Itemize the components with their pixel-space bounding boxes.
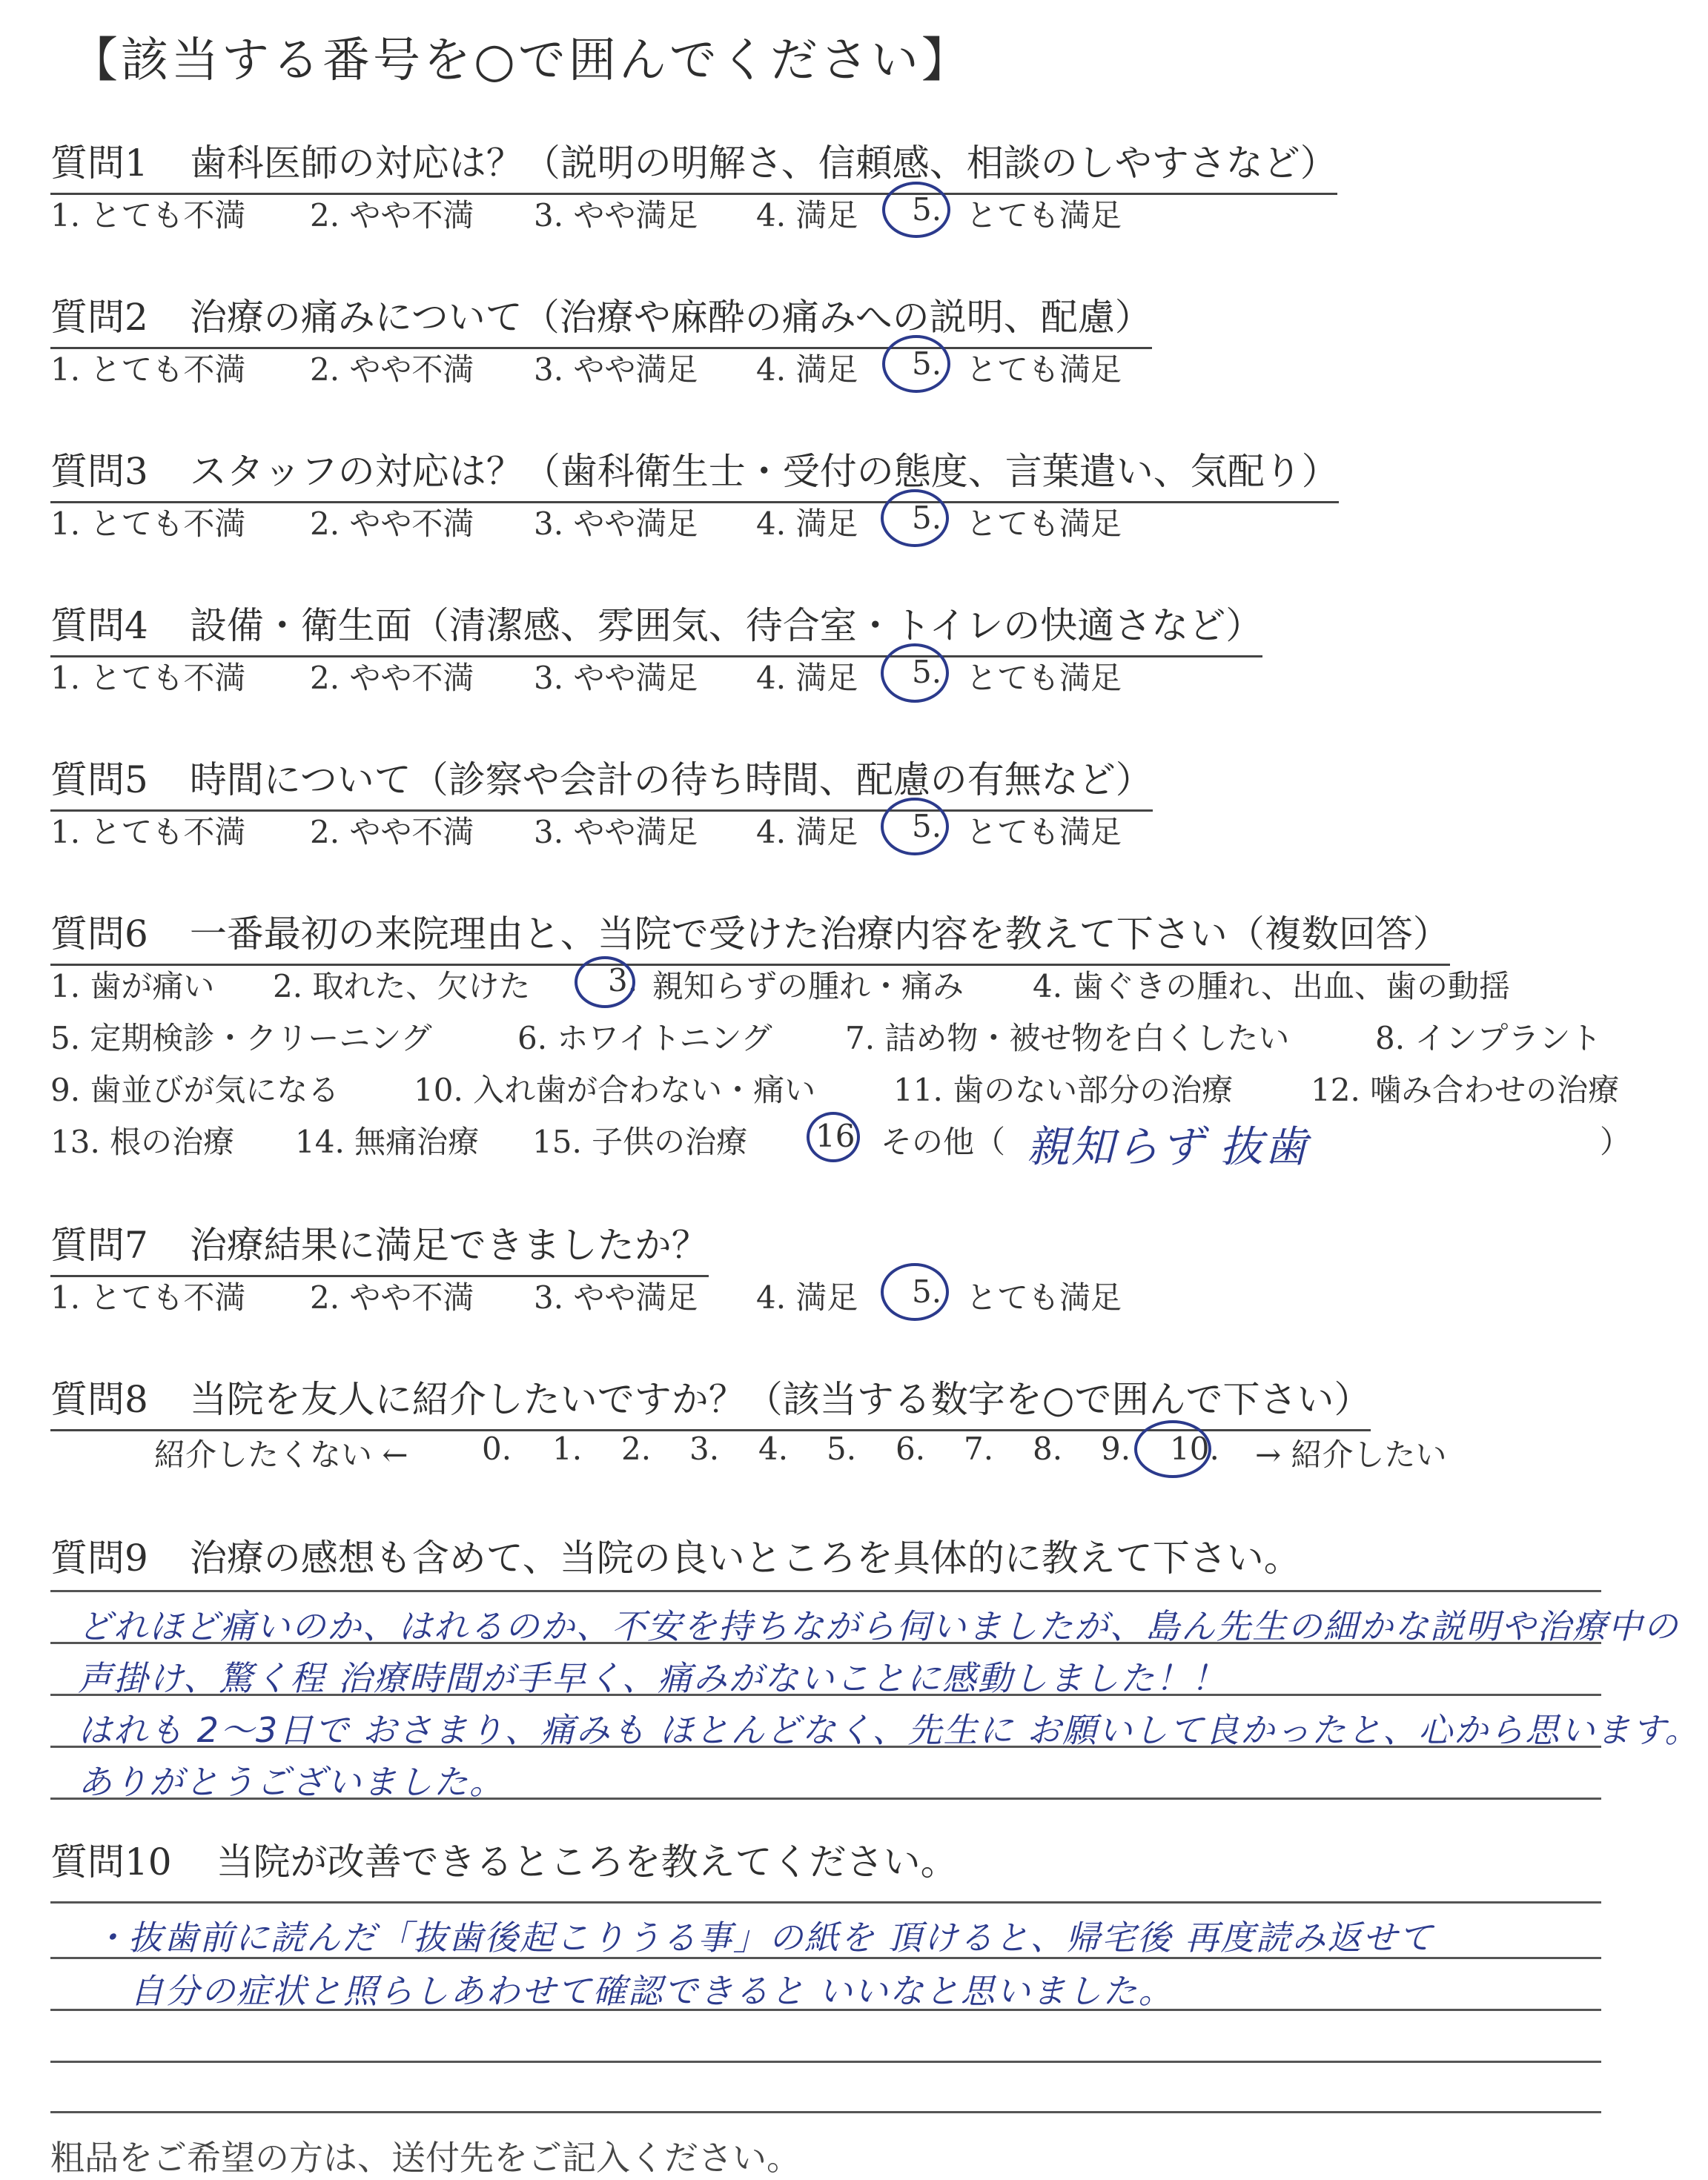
q3-options (50, 500, 1237, 544)
q5-title (50, 750, 1153, 812)
q4-text: 設備・衛生面（清潔感、雰囲気、待合室・トイレの快適さなど） (189, 604, 1263, 647)
q10-number: 質問10 (50, 1841, 172, 1884)
q5-option-5-label: とても満足 (966, 814, 1122, 850)
q1-option-4[interactable]: 4. 満足 (756, 197, 858, 233)
q1-title (50, 133, 1337, 195)
q4-option-4[interactable]: 4. 満足 (756, 660, 858, 696)
q2-option-1[interactable]: 1. とても不満 (50, 351, 246, 388)
q1-option-5[interactable]: 5. (912, 191, 942, 228)
q6-option-10[interactable]: 10. 入れ歯が合わない・痛い (414, 1072, 816, 1108)
q9-line-1 (50, 1590, 1601, 1592)
q4-option-5[interactable]: 5. (912, 654, 942, 690)
q8-option-6[interactable]: 6. (896, 1431, 926, 1467)
q5-option-5[interactable]: 5. (912, 808, 942, 844)
q6-option-8[interactable]: 8. インプラント (1375, 1020, 1602, 1056)
q6-row-1 (50, 962, 1644, 1007)
q8-option-10[interactable]: 10. (1170, 1431, 1219, 1467)
q2-option-3[interactable]: 3. やや満足 (534, 351, 698, 388)
q5-option-2[interactable]: 2. やや不満 (310, 814, 474, 850)
q10-line-5 (50, 2111, 1601, 2113)
q7-option-4[interactable]: 4. 満足 (756, 1279, 858, 1316)
q6-title (50, 904, 1450, 966)
q6-option-3-label: 親知らずの腫れ・痛み (652, 968, 964, 1004)
q4-answer-circle (881, 643, 949, 703)
q8-answer-circle (1134, 1420, 1211, 1478)
q8-option-4[interactable]: 4. (758, 1431, 789, 1467)
q10-answer-line-2[interactable]: 自分の症状と照らしあわせて確認できると いいなと思いました。 (130, 1971, 1174, 2011)
q8-left-label: 紹介したくない ← (154, 1437, 408, 1473)
q2-options (50, 345, 1237, 390)
q4-number: 質問4 (50, 604, 148, 647)
q8-option-8[interactable]: 8. (1033, 1431, 1063, 1467)
q6-answer-circle-3 (575, 956, 635, 1008)
q7-text: 治療結果に満足できましたか？ (189, 1224, 709, 1267)
q10-text: 当院が改善できるところを教えてください。 (216, 1841, 958, 1884)
q6-option-13[interactable]: 13. 根の治療 (50, 1124, 235, 1160)
q8-option-0[interactable]: 0. (482, 1431, 512, 1467)
q9-answer-line-1[interactable]: どれほど痛いのか、はれるのか、不安を持ちながら伺いましたが、島ん先生の細かな説明や治療中の (78, 1606, 1679, 1646)
q3-answer-circle (881, 489, 949, 547)
q7-option-2[interactable]: 2. やや不満 (310, 1279, 474, 1316)
q7-option-3[interactable]: 3. やや満足 (534, 1279, 698, 1316)
q6-option-7[interactable]: 7. 詰め物・被せ物を白くしたい (845, 1020, 1290, 1056)
q5-answer-circle (881, 798, 949, 855)
q7-title (50, 1216, 709, 1277)
q4-option-3[interactable]: 3. やや満足 (534, 660, 698, 696)
q6-option-14[interactable]: 14. 無痛治療 (295, 1124, 480, 1160)
q8-option-3[interactable]: 3. (689, 1431, 720, 1467)
q2-number: 質問2 (50, 296, 148, 339)
q2-option-5-label: とても満足 (966, 351, 1122, 388)
q9-text: 治療の感想も含めて、当院の良いところを具体的に教えて下さい。 (189, 1537, 1301, 1580)
q2-text: 治療の痛みについて（治療や麻酔の痛みへの説明、配慮） (189, 296, 1152, 339)
q8-option-9[interactable]: 9. (1101, 1431, 1131, 1467)
q9-answer-line-3[interactable]: はれも 2〜3日で おさまり、痛みも ほとんどなく、先生に お願いして良かったと、心から思います。 (78, 1710, 1701, 1750)
q7-option-5-label: とても満足 (966, 1279, 1122, 1316)
q6-row-2 (50, 1014, 1644, 1058)
q3-text: スタッフの対応は？（歯科衛生士・受付の態度、言葉遣い、気配り） (189, 450, 1339, 493)
q6-text: 一番最初の来院理由と、当院で受けた治療内容を教えて下さい（複数回答） (189, 912, 1450, 955)
q6-option-15[interactable]: 15. 子供の治療 (532, 1124, 748, 1160)
q1-number: 質問1 (50, 142, 148, 185)
q3-option-5[interactable]: 5. (912, 500, 942, 536)
q2-option-2[interactable]: 2. やや不満 (310, 351, 474, 388)
q8-number: 質問8 (50, 1378, 148, 1421)
q1-answer-circle (882, 182, 950, 238)
q10-line-1 (50, 1901, 1601, 1904)
q1-options (50, 191, 1237, 236)
q8-option-7[interactable]: 7. (964, 1431, 994, 1467)
q7-option-1[interactable]: 1. とても不満 (50, 1279, 246, 1316)
q1-option-2[interactable]: 2. やや不満 (310, 197, 474, 233)
q6-option-4[interactable]: 4. 歯ぐきの腫れ、出血、歯の動揺 (1033, 968, 1510, 1004)
q3-option-4[interactable]: 4. 満足 (756, 506, 858, 542)
q1-option-3[interactable]: 3. やや満足 (534, 197, 698, 233)
q5-option-1[interactable]: 1. とても不満 (50, 814, 246, 850)
q6-option-12[interactable]: 12. 噛み合わせの治療 (1311, 1072, 1620, 1108)
q10-line-4 (50, 2061, 1601, 2063)
q4-option-2[interactable]: 2. やや不満 (310, 660, 474, 696)
q6-option-6[interactable]: 6. ホワイトニング (517, 1020, 772, 1056)
q9-number: 質問9 (50, 1537, 148, 1580)
q5-option-3[interactable]: 3. やや満足 (534, 814, 698, 850)
q8-option-1[interactable]: 1. (552, 1431, 583, 1467)
page-header: 【該当する番号を○で囲んでください】 (70, 33, 972, 88)
q8-right-label: → 紹介したい (1255, 1437, 1447, 1473)
q6-other-close: ） (1600, 1124, 1632, 1160)
q5-options (50, 808, 1237, 852)
q1-option-1[interactable]: 1. とても不満 (50, 197, 246, 233)
q2-option-5[interactable]: 5. (912, 345, 942, 382)
q6-other-label: その他（ (881, 1124, 1006, 1160)
q7-number: 質問7 (50, 1224, 148, 1267)
q7-options (50, 1273, 1237, 1318)
q6-number: 質問6 (50, 912, 148, 955)
q5-option-4[interactable]: 4. 満足 (756, 814, 858, 850)
q6-option-2[interactable]: 2. 取れた、欠けた (273, 968, 531, 1004)
q3-title (50, 442, 1339, 503)
q6-other-handwriting[interactable]: 親知らず 抜歯 (1027, 1122, 1309, 1172)
q9-answer-line-4[interactable]: ありがとうございました。 (78, 1762, 505, 1802)
q6-option-16[interactable]: 16 (815, 1118, 855, 1154)
q1-option-5-label: とても満足 (966, 197, 1122, 233)
q5-text: 時間について（診察や会計の待ち時間、配慮の有無など） (189, 758, 1153, 801)
q3-option-1[interactable]: 1. とても不満 (50, 506, 246, 542)
q3-option-5-label: とても満足 (966, 506, 1122, 542)
q8-option-2[interactable]: 2. (621, 1431, 652, 1467)
q9-title (50, 1528, 1301, 1582)
footer-note: 粗品をご希望の方は、送付先をご記入ください。 (50, 2138, 801, 2178)
q6-option-1[interactable]: 1. 歯が痛い (50, 968, 215, 1004)
q4-options (50, 654, 1237, 698)
q2-option-4[interactable]: 4. 満足 (756, 351, 858, 388)
q6-option-11[interactable]: 11. 歯のない部分の治療 (893, 1072, 1234, 1108)
q6-row-3 (50, 1066, 1666, 1110)
q6-option-3[interactable]: 3. (608, 962, 638, 998)
q7-option-5[interactable]: 5. (912, 1273, 942, 1310)
q8-text: 当院を友人に紹介したいですか？（該当する数字を○で囲んで下さい） (189, 1378, 1371, 1421)
q3-number: 質問3 (50, 450, 148, 493)
q8-option-5[interactable]: 5. (827, 1431, 857, 1467)
q4-option-5-label: とても満足 (966, 660, 1122, 696)
q9-answer-line-2[interactable]: 声掛け、驚く程 治療時間が手早く、痛みがないことに感動しました！！ (78, 1658, 1227, 1698)
q3-option-2[interactable]: 2. やや不満 (310, 506, 474, 542)
q3-option-3[interactable]: 3. やや満足 (534, 506, 698, 542)
q4-title (50, 596, 1262, 657)
q6-option-5[interactable]: 5. 定期検診・クリーニング (50, 1020, 432, 1056)
q8-scale (50, 1431, 1533, 1475)
q2-title (50, 288, 1152, 349)
q6-answer-circle-16 (807, 1112, 860, 1162)
q10-answer-line-1[interactable]: ・抜歯前に読んだ「抜歯後起こりうる事」の紙を 頂けると、帰宅後 再度読み返せて (93, 1918, 1434, 1958)
q1-text: 歯科医師の対応は？（説明の明解さ、信頼感、相談のしやすさなど） (189, 142, 1337, 185)
q2-answer-circle (882, 335, 950, 393)
q5-number: 質問5 (50, 758, 148, 801)
q7-answer-circle (881, 1263, 949, 1321)
q6-option-9[interactable]: 9. 歯並びが気になる (50, 1072, 340, 1108)
q10-title (50, 1832, 958, 1886)
q4-option-1[interactable]: 1. とても不満 (50, 660, 246, 696)
